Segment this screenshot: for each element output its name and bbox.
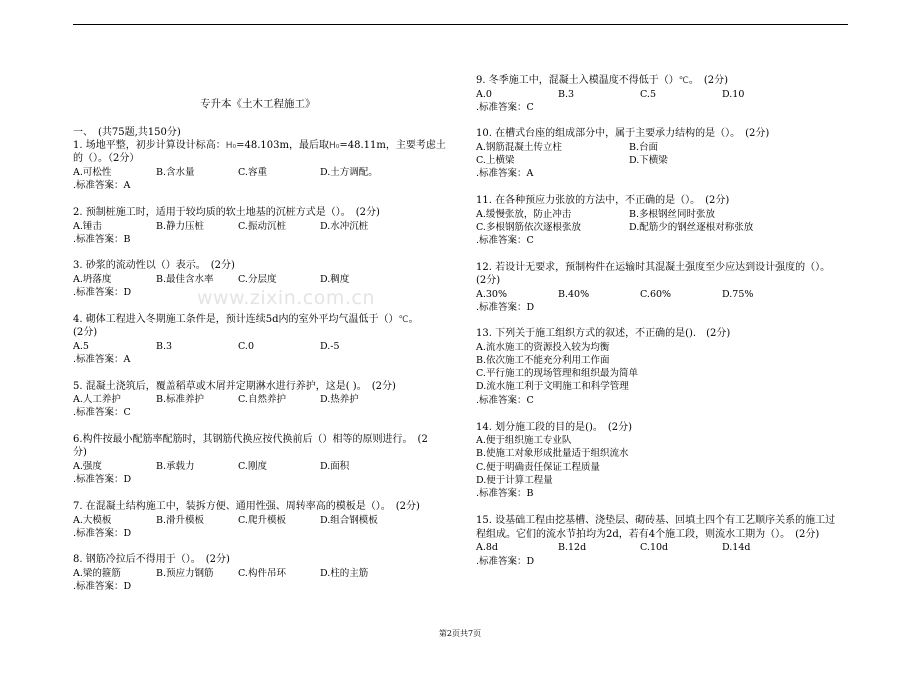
celsius-symbol: ℃ bbox=[678, 76, 689, 86]
question-12-text: 12. 若设计无要求，预制构件在运输时其混凝土强度至少应达到设计强度的（）。 bbox=[476, 262, 831, 273]
option-b: B.40% bbox=[558, 289, 590, 300]
option-d: D.组合钢模板 bbox=[320, 515, 378, 526]
option-d: D.土方调配。 bbox=[320, 167, 378, 178]
option-a: A.5 bbox=[73, 341, 89, 352]
option-a: A.梁的箍筋 bbox=[73, 568, 121, 579]
section-heading: 一、 (共75题,共150分) bbox=[73, 127, 181, 138]
standard-answer: .标准答案：C bbox=[476, 235, 534, 246]
standard-answer: .标准答案：B bbox=[476, 488, 534, 499]
question-3-text: 3. 砂浆的流动性以（）表示。 (2分) bbox=[73, 260, 235, 271]
option-c: C.容重 bbox=[238, 167, 267, 178]
option-b: B.3 bbox=[156, 341, 173, 352]
question-14-text: 14. 划分施工段的目的是()。 (2分) bbox=[476, 422, 633, 433]
standard-answer: .标准答案：C bbox=[476, 102, 534, 113]
page-footer: 第2页共7页 bbox=[438, 629, 482, 638]
question-7-text: 7. 在混凝土结构施工中，装拆方便、通用性强、周转率高的模板是（）。 (2分) bbox=[73, 501, 420, 512]
option-b: B.滑升模板 bbox=[156, 515, 205, 526]
option-b: B.使施工对象形成批量适于组织流水 bbox=[476, 448, 629, 459]
standard-answer: .标准答案：B bbox=[73, 234, 131, 245]
option-a: A.缓慢张放，防止冲击 bbox=[476, 209, 572, 220]
option-c: C.振动沉桩 bbox=[238, 221, 286, 232]
question-15-text: 15. 设基础工程由挖基槽、浇垫层、砌砖基、回填土四个有工艺顺序关系的施工过 bbox=[476, 515, 836, 526]
question-11-text: 11. 在各种预应力张放的方法中，不正确的是（）。 (2分) bbox=[476, 195, 730, 206]
option-c: C.60% bbox=[640, 289, 672, 300]
option-b: B.3 bbox=[558, 89, 575, 100]
option-a: A.流水施工的资源投入较为均衡 bbox=[476, 342, 610, 353]
option-d: D.水冲沉桩 bbox=[320, 221, 369, 232]
option-d: D.下横梁 bbox=[629, 155, 668, 166]
standard-answer: .标准答案：D bbox=[476, 302, 535, 313]
top-rule bbox=[73, 24, 848, 25]
option-b: B.12d bbox=[558, 542, 587, 553]
standard-answer: .标准答案：D bbox=[476, 556, 535, 567]
option-c: C.刚度 bbox=[238, 461, 267, 472]
option-b: B.标准养护 bbox=[156, 394, 205, 405]
option-d: D.10 bbox=[722, 89, 745, 100]
question-4-text-cont: (2分) bbox=[73, 327, 98, 338]
question-6-text: 6.构件按最小配筋率配筋时，其钢筋代换应按代换前后（）相等的原则进行。 (2 bbox=[73, 434, 428, 445]
option-a: A.8d bbox=[476, 542, 499, 553]
option-a: A.30% bbox=[476, 289, 507, 300]
option-b: B.含水量 bbox=[156, 167, 195, 178]
option-a: A.0 bbox=[476, 89, 492, 100]
option-b: B.依次施工不能充分利用工作面 bbox=[476, 355, 610, 366]
question-10-text: 10. 在槽式台座的组成部分中，属于主要承力结构的是（）。 (2分) bbox=[476, 128, 770, 139]
question-12-text-cont: (2分) bbox=[476, 275, 501, 286]
option-d: D.面积 bbox=[320, 461, 350, 472]
option-a: A.可松性 bbox=[73, 167, 112, 178]
standard-answer: .标准答案：A bbox=[73, 354, 131, 365]
option-a: A.钢筋混凝土传立柱 bbox=[476, 142, 562, 153]
option-b: B.静力压桩 bbox=[156, 221, 205, 232]
standard-answer: .标准答案：D bbox=[73, 581, 132, 592]
option-d: D.14d bbox=[722, 542, 751, 553]
option-d: D.-5 bbox=[320, 341, 340, 352]
standard-answer: .标准答案：D bbox=[73, 528, 132, 539]
option-d: D.柱的主筋 bbox=[320, 568, 369, 579]
option-c: C.平行施工的现场管理和组织最为简单 bbox=[476, 368, 638, 379]
option-a: A.便于组织施工专业队 bbox=[476, 435, 572, 446]
celsius-symbol: ℃ bbox=[398, 315, 409, 325]
question-6-text-cont: 分) bbox=[73, 447, 87, 458]
option-c: C.0 bbox=[238, 341, 254, 352]
standard-answer: .标准答案：C bbox=[476, 395, 534, 406]
option-a: A.大模板 bbox=[73, 515, 112, 526]
option-d: D.配筋少的钢丝逐根对称张放 bbox=[629, 222, 754, 233]
option-d: D.稠度 bbox=[320, 274, 350, 285]
option-d: D.便于计算工程量 bbox=[476, 475, 553, 486]
h0-symbol: H₀ bbox=[225, 141, 237, 151]
standard-answer: .标准答案：D bbox=[73, 474, 132, 485]
option-c: C.构件吊环 bbox=[238, 568, 286, 579]
option-d: D.75% bbox=[722, 289, 754, 300]
option-d: D.流水施工利于文明施工和科学管理 bbox=[476, 381, 629, 392]
question-13-text: 13. 下列关于施工组织方式的叙述，不正确的是(). (2分) bbox=[476, 328, 731, 339]
option-b: B.多根钢丝同时张放 bbox=[629, 209, 716, 220]
standard-answer: .标准答案：D bbox=[73, 287, 132, 298]
watermark: www.zixin.com.cn bbox=[197, 287, 375, 309]
question-9-text: 9. 冬季施工中，混凝土入模温度不得低于（）℃。 (2分) bbox=[476, 75, 729, 86]
option-d: D.热养护 bbox=[320, 394, 359, 405]
option-a: A.坍落度 bbox=[73, 274, 112, 285]
option-c: C.爬升模板 bbox=[238, 515, 286, 526]
option-c: C.便于明确责任保证工程质量 bbox=[476, 462, 600, 473]
question-15-text-cont: 程组成。它们的流水节拍均为2d，若有4个施工段，则流水工期为（）。 (2分) bbox=[476, 529, 820, 540]
option-a: A.锤击 bbox=[73, 221, 102, 232]
option-c: C.上横梁 bbox=[476, 155, 515, 166]
h0-symbol: H₀ bbox=[328, 141, 340, 151]
option-b: B.最佳含水率 bbox=[156, 274, 214, 285]
option-b: B.台面 bbox=[629, 142, 659, 153]
question-1-text-cont: 的（）。（2分） bbox=[73, 153, 140, 164]
option-a: A.强度 bbox=[73, 461, 102, 472]
option-c: C.10d bbox=[640, 542, 669, 553]
option-c: C.自然养护 bbox=[238, 394, 286, 405]
option-b: B.承载力 bbox=[156, 461, 195, 472]
option-c: C.多根钢筋依次逐根张放 bbox=[476, 222, 581, 233]
option-c: C.分层度 bbox=[238, 274, 277, 285]
standard-answer: .标准答案：C bbox=[73, 407, 131, 418]
option-a: A.人工养护 bbox=[73, 394, 121, 405]
standard-answer: .标准答案：A bbox=[476, 168, 534, 179]
option-c: C.5 bbox=[640, 89, 656, 100]
standard-answer: .标准答案：A bbox=[73, 180, 131, 191]
question-4-text: 4. 砌体工程进入冬期施工条件是，预计连续5d内的室外平均气温低于（）℃。 bbox=[73, 314, 419, 325]
question-5-text: 5. 混凝土浇筑后，覆盖稻草或木屑并定期淋水进行养护，这是( )。 (2分) bbox=[73, 381, 396, 392]
question-1-text: 1. 场地平整，初步计算设计标高：H₀=48.103m，最后取H₀=48.11m，主要考虑土 bbox=[73, 140, 446, 151]
page-title: 专升本《土木工程施工》 bbox=[200, 98, 316, 110]
question-2-text: 2. 预制桩施工时，适用于较均质的软土地基的沉桩方式是（）。 (2分) bbox=[73, 207, 380, 218]
option-b: B.预应力钢筋 bbox=[156, 568, 214, 579]
question-8-text: 8. 钢筋冷拉后不得用于（）。 (2分) bbox=[73, 554, 230, 565]
